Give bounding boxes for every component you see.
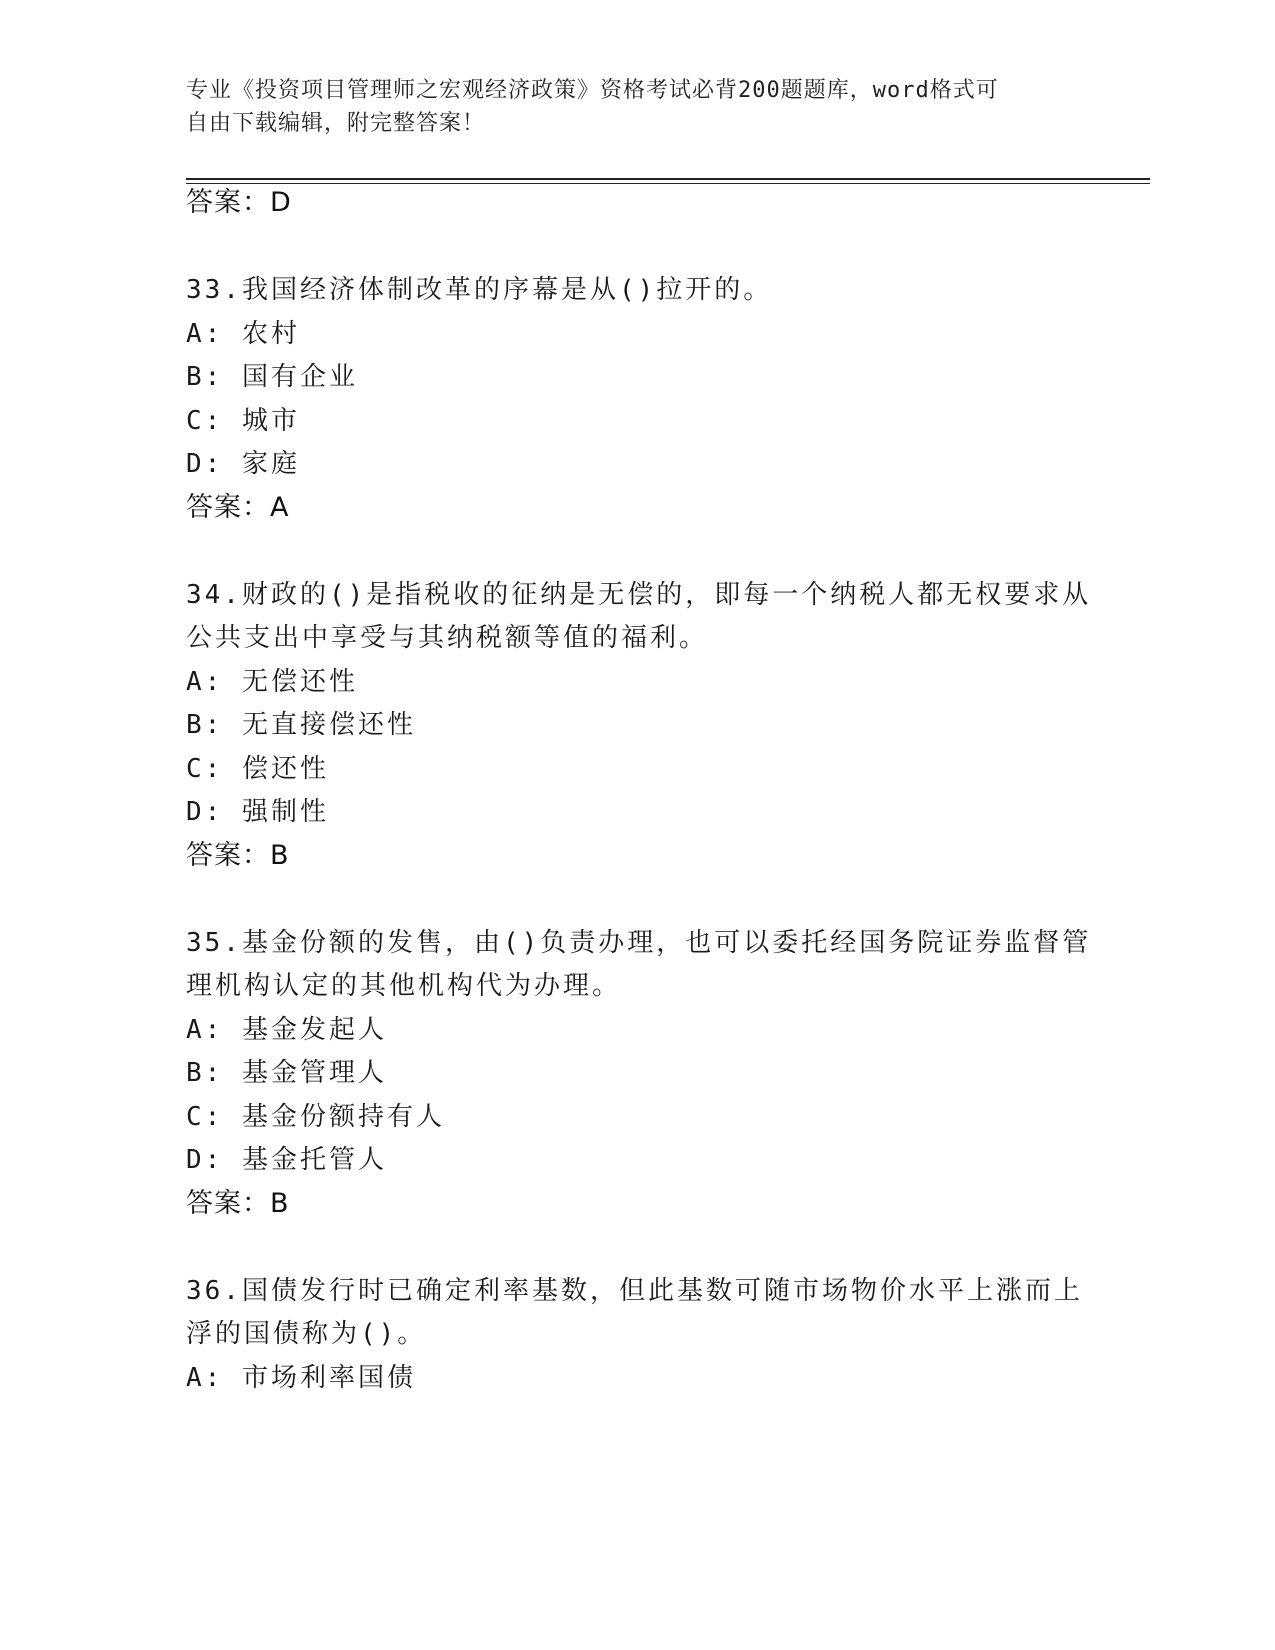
question-34-option-c: C: 偿还性: [186, 754, 329, 784]
question-33-option-a: A: 农村: [186, 319, 300, 349]
question-35-answer: 答案：B: [186, 1188, 290, 1219]
question-35-text-line-2: 理机构认定的其他机构代为办理。: [186, 971, 622, 1001]
header-line-1: 专业《投资项目管理师之宏观经济政策》资格考试必背200题题库，word格式可: [186, 78, 999, 103]
question-35-option-d: D: 基金托管人: [186, 1145, 387, 1175]
question-36-option-a: A: 市场利率国债: [186, 1363, 416, 1393]
question-35-option-a: A: 基金发起人: [186, 1015, 387, 1045]
question-33-text: 33.我国经济体制改革的序幕是从()拉开的。: [186, 275, 773, 305]
question-34-text-line-2: 公共支出中享受与其纳税额等值的福利。: [186, 623, 709, 653]
header-divider-thick: [186, 178, 1150, 180]
question-33-answer: 答案：A: [186, 492, 290, 523]
question-34-option-a: A: 无偿还性: [186, 667, 358, 697]
header-divider-thin: [186, 183, 1150, 184]
question-34-answer: 答案：B: [186, 840, 290, 871]
question-35-text-line-1: 35.基金份额的发售，由()负责办理，也可以委托经国务院证券监督管: [186, 928, 1092, 958]
question-36-text-line-1: 36.国债发行时已确定利率基数，但此基数可随市场物价水平上涨而上: [186, 1276, 1083, 1306]
question-34-text-line-1: 34.财政的()是指税收的征纳是无偿的，即每一个纳税人都无权要求从: [186, 580, 1092, 610]
previous-answer: 答案：D: [186, 187, 292, 218]
question-34-option-d: D: 强制性: [186, 797, 329, 827]
document-header: [186, 74, 1086, 140]
question-33-option-b: B: 国有企业: [186, 362, 358, 392]
question-33-option-d: D: 家庭: [186, 449, 300, 479]
question-36-text-line-2: 浮的国债称为()。: [186, 1319, 427, 1349]
question-35-option-b: B: 基金管理人: [186, 1058, 387, 1088]
question-33-option-c: C: 城市: [186, 406, 300, 436]
question-35-option-c: C: 基金份额持有人: [186, 1102, 445, 1132]
header-line-2: 自由下载编辑，附完整答案！: [186, 111, 486, 136]
question-34-option-b: B: 无直接偿还性: [186, 710, 416, 740]
